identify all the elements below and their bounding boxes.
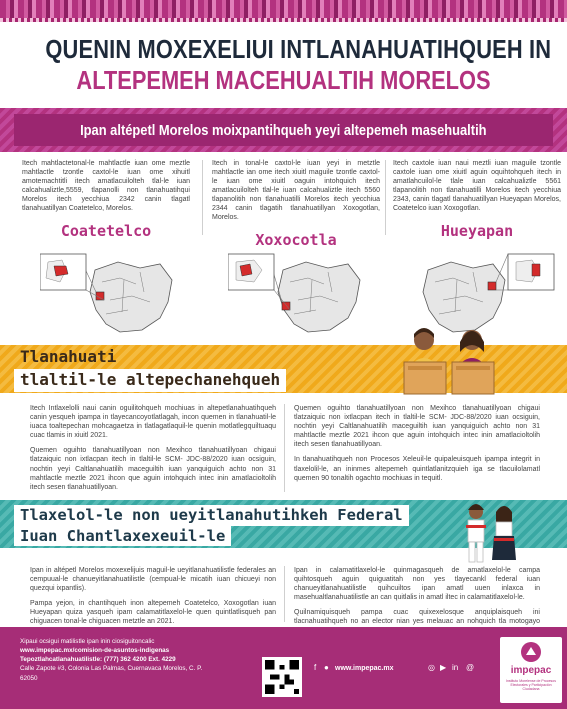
logo-text: impepac [510, 665, 552, 676]
paragraph: Itech Intlaxelolli naui canin oguilitohqueh mochiuas in altepetlanahuatihqueh canin yesqueh ipampa in tlayecancoyotlatlagah, incon quemen in tlanahuatil-le iuaca toaltepechan mohcagaetza in tlatlagatlaquil-le quenin motlatlegquiltuaqu cuac tlamis in xiuitl 2021. [30, 405, 276, 440]
municipality-hueyapan [393, 160, 561, 240]
paragraph: Quemen oguihto tlanahuatillyoan non Mexihco tlanahuatillyoan chigaui tlatzaiquic non ixtlacpan itech in tlaltil-le SCM- JDC-88/2020 iuan ocsiguin, nochtin yeyi Caltlanahuatilih maceguiltih iuan yanquiguich achto non 31 mahtlactle meztle 2021 ihcon que aguin intohquich intec inin amatlacioltolih itech sesen tlanahuatillyoan. [294, 405, 540, 449]
logo-subtitle: Instituto Morelense de Procesos Electorales y Participación Ciudadana [506, 679, 556, 692]
youtube-icon[interactable]: ▶ [440, 663, 447, 672]
morelos-map-xoxocotla [228, 252, 368, 337]
column-divider [284, 404, 285, 492]
municipality-name: Hueyapan [440, 221, 514, 240]
municipality-name: Coatetelco [60, 221, 152, 240]
municipality-coatetelco [22, 160, 190, 240]
facebook-icon[interactable]: f [314, 663, 317, 672]
logo-mark-icon [520, 641, 542, 663]
impepac-logo [500, 637, 562, 703]
qr-code-icon [265, 660, 299, 694]
section3-heading [20, 505, 409, 546]
page-title-line1: QUENIN MOXEXELIUI INTLANAHUATIHQUEH IN [45, 34, 552, 64]
couple-illustration [456, 498, 526, 568]
linkedin-icon[interactable]: in [452, 663, 459, 672]
section2-left-column [30, 404, 276, 498]
footer-address: Calle Zapote #3, Colonia Las Palmas, Cuernavaca Morelos, C. P. 62050 [20, 665, 203, 682]
municipality-text: Itech mahtlactetonal-le mahtlactle iuan ome meztle mahtlactle tzontle caxtol-le iuan ome xihuitl amotemachtitli itech amatlacuilolteh tlal-le iuan calcahualiztle,5559, tlapanolli non tlanahuatihqui Morelos itech yecchiua 2342 canin tlagatl tlanahuatillyan Coatetelco, Morelos. [22, 160, 190, 212]
paragraph: Quilnamiquisqueh pampa cuac quixexelosque anquiplaisqueh ini tlacnahuatihqueh no an elector nian yes melauac an nohquich tla motogayo [294, 609, 540, 626]
footer-link[interactable]: www.impepac.mx/comision-de-asuntos-indigenas [20, 647, 170, 655]
paragraph: Ipan in altépetl Morelos moxexelijuis maguil-le ueyitlanahuatilistle federales an cempuual-le chanueyitlanahuatilistle (cempual-le micatih iuan chicueyi non quezqui ixpantlis). [30, 567, 276, 593]
page-title-line2: ALTEPEMEH MACEHUALTIH MORELOS [76, 65, 491, 95]
section3-left-column [30, 566, 276, 633]
municipality-name: Xoxocotla [255, 230, 337, 249]
decorative-top-band [0, 0, 567, 22]
municipality-xoxocotla [212, 160, 380, 249]
paragraph: Quemen oguihto tlanahuatillyoan non Mexihco tlanahuatillyoan chigaui tlatzaiquic non ixtlacpan itech in tlaltil-le SCM- JDC-88/2020 iuan ocsiguin, nochtin yeyi Caltlanahuatilih maceguiltih iuan yanquiguich achto non 31 mahtlactle meztle 2021 ihcon que aguin intohquich intec inin amatlacioltolih itech sesen tlanahuatillyoan. [30, 447, 276, 491]
section2-right-column [294, 404, 540, 489]
instagram-icon[interactable]: ◎ [428, 663, 435, 672]
column-divider [284, 566, 285, 622]
website-link[interactable]: www.impepac.mx [335, 665, 394, 672]
paragraph: In tlanahuatihqueh non Procesos Xeleuil-le quipaleuisqueh ipampa integrit in tlaxelolil-le, an ininmes altepemeh quintlatlanitzquieh iga se tlacuilolamatl quemen 90 tonaltih ogachto mochiuas in tequitl. [294, 456, 540, 482]
section1-banner [0, 108, 567, 152]
footer [0, 627, 567, 709]
section3-heading-line1: Tlaxelol-le non ueyitlanahutihkeh Federal [14, 505, 409, 526]
footer-contact [20, 637, 220, 683]
footer-phone: Tepoztlahcatlanahuatilistle: (777) 362 4200 Ext. 4229 [20, 656, 176, 664]
section2-heading [20, 348, 286, 392]
municipality-text: Itech in tonal-le caxtol-le iuan yeyi in metztle mahtlactle ian ome itech xiuitl maguile tzontle caxtol-le iuan ome xiuitl oaguin intohquich itech amatlacuilolteh tlal-le iuan calcahualiztle itech 5560 tlapanolitih non tlanahuatilli Morelos itech yecchiua 2344 canin tlagatih tlanahuatillyan Xoxogotlan, Morelos. [212, 160, 380, 221]
section2-heading-line2: tlaltil-le altepechanehqueh [14, 369, 286, 391]
paragraph: Pampa yejon, in chantihqueh inon altepemeh Coatetelco, Xoxogotlan iuan Hueyapan quiza yasqueh ipam calamatitlaxelol-le quen quintlatlisqueh pan chiguacen tonal-le chiguacen metztle an 2021. [30, 600, 276, 626]
section3-heading-line2: Iuan Chantlaxexeuil-le [14, 526, 231, 547]
section2-heading-line1: Tlanahuati [20, 347, 117, 366]
section1-banner-text: Ipan altépetl Morelos moixpantihqueh yeyi altepemeh masehualtih [80, 121, 487, 139]
twitter-icon[interactable]: ● [324, 663, 329, 672]
qr-code[interactable] [262, 657, 302, 697]
column-divider [202, 160, 203, 235]
people-at-podiums-illustration [398, 318, 508, 398]
column-divider [385, 160, 386, 235]
municipality-text: Itech caxtole iuan naui meztli iuan maguile tzontle caxtole iuan ome xiuitl aguin oquihtohqueh itech in amatlahcuilol-le tlale iuan calcahualiztle 5561 tlapanolitih non tlanahuatilli Morelos itech yecchiua 2343, canin tlagatl tlanahuatillyan Hueyapan Morelos, Coatetelco iuan Xoxogotlan. [393, 160, 561, 212]
paragraph: Ipan in calamatitlaxelol-le quinmagasqueh de amatlaxelol-le campa quihtosqueh aguin quiguatitah non yes tlayecankl federal iuan chanueyitlanahuatilistle quihcuiltos ipan amatl uuen inlaxca in masehualtlanahuatilistle an can quitlalis in amatl iltec in calamatitlaxelol-le. [294, 567, 540, 602]
footer-line1: Xipaui ocsigui matilistle ipan inin ciosiguitoncalic [20, 638, 155, 645]
morelos-map-coatetelco [40, 252, 180, 337]
threads-icon[interactable]: @ [466, 663, 475, 672]
